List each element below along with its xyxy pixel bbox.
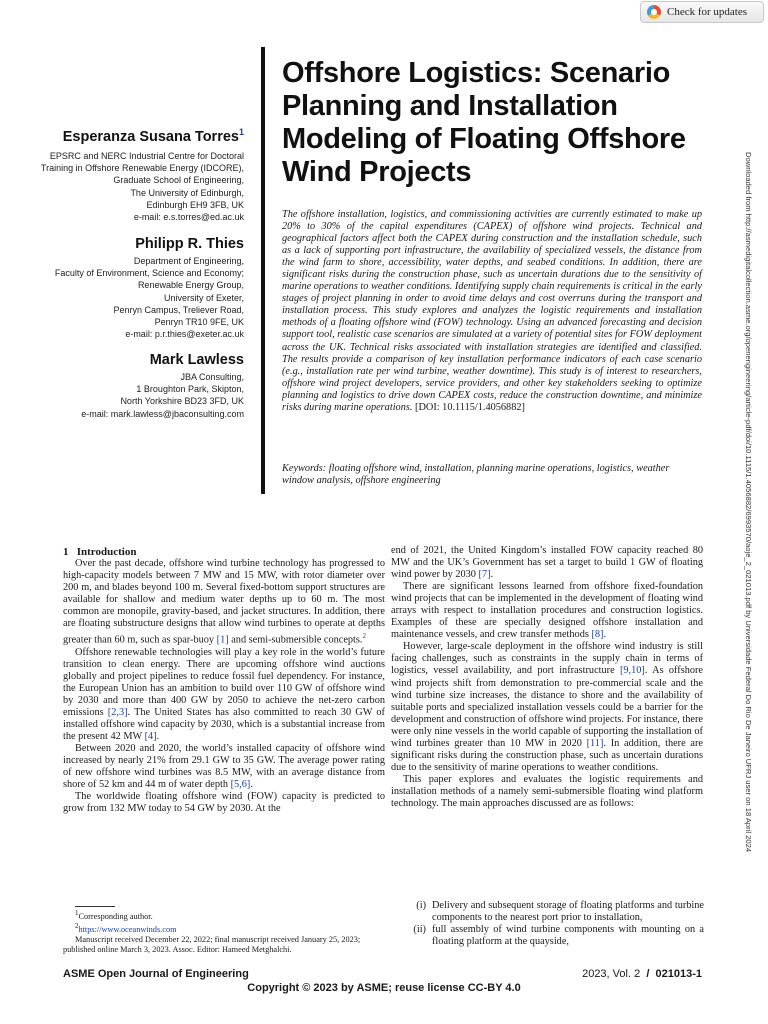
list-item [404,900,704,924]
footnote-2-link[interactable]: https://www.oceanwinds.com [78,924,177,934]
affiliation-lawless [4,371,244,420]
author-footnote-mark[interactable]: 1 [238,127,244,137]
affiliation-line: 1 Broughton Park, Skipton, [136,384,244,395]
abstract-doi: [DOI: 10.1115/1.4056882] [415,401,525,413]
list-item-number: (ii) [413,924,426,936]
paper-title: Offshore Logistics: Scenario Planning and Installation Modeling of Floating Offshore Wind Projects [282,57,686,188]
author-email[interactable]: e-mail: e.s.torres@ed.ac.uk [133,212,244,223]
list-item-text: full assembly of wind turbine components with mounting on a floating platform at the quayside, [432,924,704,948]
author-name-text: Esperanza Susana Torres [62,128,239,145]
affiliation-line: Department of Engineering, [133,256,244,266]
citation-link[interactable]: [2,3] [107,706,128,718]
footnote-1-text: Corresponding author. [78,911,153,921]
footer-article-number: 021013-1 [655,968,702,980]
paragraph [391,545,703,581]
affiliation-line: Penryn Campus, Treliever Road, [113,304,244,315]
footer-separator: / [646,968,650,980]
crossmark-icon [647,5,661,19]
paragraph-text: Between 2020 and 2020, the world’s installed capacity of offshore wind increased by nearly 21% from 29.1 GW to 35 GW. The average power rating of new offshore wind turbines was 8.5 MW, with an average distance from shore of 52 km and 44 m of water depth [63,743,385,791]
paragraph [391,581,703,641]
affiliation-line: The University of Edinburgh, [130,187,244,198]
author-name-text: Mark Lawless [149,352,244,368]
paragraph [63,558,385,647]
paragraph-text: . [156,731,160,743]
affiliation-line: Faculty of Environment, Science and Economy; [54,268,244,279]
citation-link[interactable]: [5,6] [230,779,251,791]
citation-link[interactable]: [7] [478,569,491,581]
body-column-left [63,558,385,815]
paragraph [63,743,385,791]
citation-link[interactable]: [8] [591,629,604,641]
check-for-updates-label: Check for updates [667,6,748,18]
keywords: Keywords: floating offshore wind, installation, planning marine operations, logistics, weather window analysis, offshore engineering [282,463,670,487]
paragraph-text: There are significant lessons learned from offshore fixed-foundation wind projects that can be implemented in the development of floating wind arrays with respect to installation procedures and construction logistics. Examples of these are specially designed offshore installation and maintenance vessels, and crew transfer methods [391,581,703,641]
paragraph-text: However, large-scale deployment in the offshore wind industry is still facing challenges, such as constraints in the supply chain in terms of logistics, vessel availability, and port infrastructure [391,641,703,677]
author-name-thies [14,236,244,252]
paragraph-text: and semi-submersible concepts. [228,634,363,646]
affiliation-torres [4,150,244,223]
list-item-number: (i) [416,900,426,911]
paragraph-text: . [250,779,253,791]
paragraph [63,791,385,815]
footnote-mark-1: 1 [75,910,79,917]
paragraph-text: Over the past decade, offshore wind turbine technology has progressed to high-capacity models between 7 MW and 15 MW, with rotor diameter over 200 m, and blades beyond 100 m. Several fixed-bottom support structures are available for shallow and medium water depths up to 60 m. The most common are monopile, gravity-based, and jacket structures. In addition, there are floating substructure designs that allow wind turbines to operate at depths greater than 60 m, such as spar-buoy [63,558,385,646]
paragraph-text: end of 2021, the United Kingdom’s installed FOW capacity reached 80 MW and the UK’s Government has set a target to build 1 GW of floating wind power by 2030 [391,545,703,581]
affiliation-line: University of Exeter, [163,292,244,303]
check-for-updates-button[interactable] [640,1,764,23]
section-heading [63,546,136,558]
affiliation-line: Training in Offshore Renewable Energy (IDCORE), [40,163,244,174]
paragraph-text: . The United States has also committed to reach 30 GW of installed offshore wind capacity by 2030, which is a substantial increase from the present 42 MW [63,706,385,743]
paragraph-text: Offshore renewable technologies will play a key role in the world’s future transition to clean energy. There are upcoming offshore wind auctions globally and project pipelines to reduce fossil fuel dependency. For instance, the European Union has an ambition to build over 110 GW of offshore wind by 2030 and more than 400 GW by 2050 to achieve the net-zero carbon emissions [63,646,385,718]
footer-volume [582,968,702,980]
paragraph-text: . [603,629,607,641]
footer-journal: ASME Open Journal of Engineering [63,968,249,980]
paragraph-text: . [490,569,494,581]
title-rule [261,47,265,494]
affiliation-line: Graduate School of Engineering, [113,175,244,186]
paragraph [63,647,385,743]
affiliation-line: EPSRC and NERC Industrial Centre for Doctoral [49,151,244,161]
citation-link[interactable]: [4] [144,731,157,743]
approach-list [404,900,704,948]
citation-link[interactable]: [9,10] [619,665,645,677]
body-column-right [391,545,703,810]
footnote-ref[interactable]: 2 [362,632,366,641]
author-name-text: Philipp R. Thies [135,236,244,252]
abstract [282,209,702,414]
footer-volume-text: 2023, Vol. 2 [582,968,641,980]
paragraph-text: The worldwide floating offshore wind (FOW) capacity is predicted to grow from 132 MW today to 54 GW by 2030. At the [63,791,385,815]
affiliation-thies [4,255,244,340]
paragraph-text: . As offshore wind projects shift from demonstration to pre-commercial scale and the wind turbine size increases, the distance to shore and the availability of suitable ports and specialized installation vessels could be a barrier for the development and construction of offshore wind projects. For instance, there were only nine vessels in the world capable of supporting the installation of wind turbines greater than 10 MW in 2020 [391,665,703,749]
footnotes [63,909,385,955]
paragraph [391,774,703,810]
author-name-lawless [14,352,244,368]
download-watermark-text: Downloaded from http://asmedigitalcollection.asme.org/openengineering/article-pdf/doi/10.1115/1.4056882/6993570/aoje_2_021013.pdf by Universidade Federal Do Rio De Janeiro UFRJ user on 18 April 2024 [744,152,753,853]
section-number: 1 [63,546,69,558]
paragraph-text: This paper explores and evaluates the logistic requirements and installation methods of a namely semi-submersible floating wind platform technology. The main approaches discussed are as follows: [391,773,703,809]
affiliation-line: Renewable Energy Group, [137,280,244,291]
manuscript-note: Manuscript received December 22, 2022; final manuscript received January 25, 2023; published online March 3, 2023. Assoc. Editor: Hameed Metghalchi. [63,934,361,954]
affiliation-line: JBA Consulting, [180,372,244,382]
affiliation-line: North Yorkshire BD23 3FD, UK [120,396,244,407]
footnote-1 [63,909,385,922]
abstract-text: The offshore installation, logistics, and commissioning activities are currently estimated to make up 20% to 30% of the capital expenditures (CAPEX) of offshore wind projects. Technical and geographical factors affect both the CAPEX during construction and the installation schedule, such as a lack of supporting port infrastructure, the availability of specialized vessels, the distance from the wind farm to shore, accessibility, water depths, and seabed conditions. In addition, there are significant risks during the construction phase, such as uncertain durations due to the sensitivity of marine operations to weather conditions. Identifying supply chain requirements is critical in the early stages of project planning in order to avoid time delays and cost overruns during the transport and installation process. This study explores and analyzes the logistic requirements and installation methods of a floating offshore wind (FOW) technology. Using an advanced forecasting and decision support tool, realistic case scenarios are simulated at a variety of potential sites for FOW deployment across the UK. Technical risks associated with installation strategies are identified and classified. The results provide a comparison of key installation performance indicators of each case scenario (e.g., installation rate per wind turbine, weather downtime). This study is of interest to researchers, offshore wind project developers, service providers, and other key stakeholders seeking to optimize planning and logistics to drive down CAPEX costs, reduce the construction downtime, and minimize risks during marine operations. [282,209,702,413]
citation-link[interactable]: [1] [216,634,229,646]
author-email[interactable]: e-mail: mark.lawless@jbaconsulting.com [81,408,244,419]
paragraph [391,641,703,774]
copyright-notice: Copyright © 2023 by ASME; reuse license CC-BY 4.0 [247,982,521,994]
list-item-text: Delivery and subsequent storage of floating platforms and turbine components to the nearest port prior to installation, [432,900,704,924]
author-name-torres [14,127,244,145]
affiliation-line: Edinburgh EH9 3FB, UK [146,199,244,210]
footnote-mark-2: 2 [75,922,79,930]
paragraph-text: . In addition, there are significant risks during the construction phase, such as uncertain durations due to the sensitivity of marine operations to weather conditions. [391,737,703,773]
list-item [404,924,704,948]
download-watermark [744,152,754,992]
citation-link[interactable]: [11] [586,737,604,749]
footnote-rule [75,906,115,907]
affiliation-line: Penryn TR10 9FE, UK [154,317,244,328]
section-title: Introduction [76,546,137,558]
author-email[interactable]: e-mail: p.r.thies@exeter.ac.uk [125,329,244,340]
footnote-2 [63,922,385,935]
